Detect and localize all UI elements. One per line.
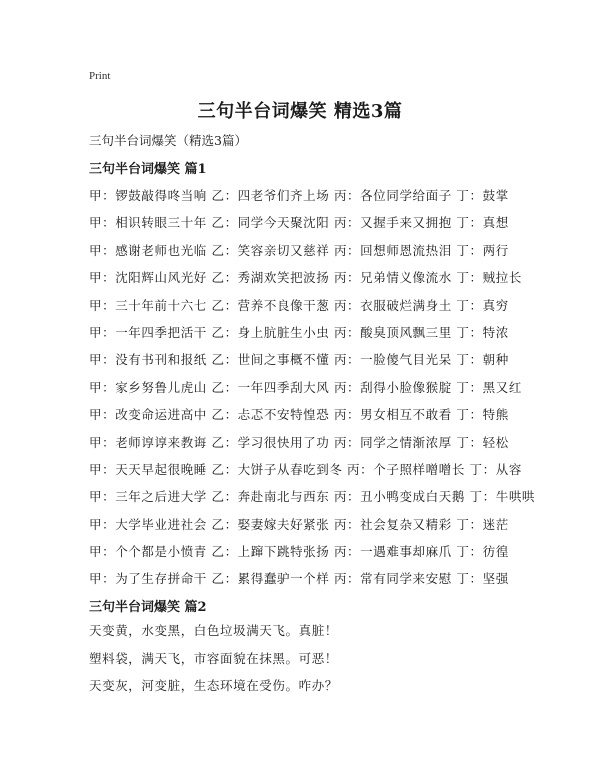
verse-line: 天变灰，河变脏，生态环境在受伤。咋办？ [89, 678, 338, 693]
document-subtitle: 三句半台词爆笑（精选3篇） [89, 133, 247, 148]
section-heading-2: 三句半台词爆笑 篇2 [89, 600, 207, 615]
dialogue-line: 甲：三十年前十六七 乙：营养不良像干葱 丙：衣服破烂满身土 丁：真穷 [89, 297, 509, 313]
dialogue-line: 甲：一年四季把活干 乙：身上肮脏生小虫 丙：酸臭顶风飘三里 丁：特浓 [89, 324, 509, 340]
verse-line: 天变黄，水变黑，白色垃圾满天飞。真脏！ [89, 623, 338, 638]
print-label: Print [89, 70, 111, 82]
dialogue-line: 甲：为了生存拼命干 乙：累得蠢驴一个样 丙：常有同学来安慰 丁：坚强 [89, 571, 509, 587]
verse-line: 塑料袋，满天飞，市容面貌在抹黑。可恶！ [89, 650, 338, 666]
dialogue-line: 甲：老师谆谆来教诲 乙：学习很快用了功 丙：同学之情渐浓厚 丁：轻松 [89, 434, 509, 450]
page-title: 三句半台词爆笑 精选3篇 [197, 101, 403, 122]
dialogue-line: 甲：没有书刊和报纸 乙：世间之事概不懂 丙：一脸傻气目光呆 丁：朝种 [89, 352, 509, 368]
dialogue-line: 甲：相识转眼三十年 乙：同学今天聚沈阳 丙：又握手来又拥抱 丁：真想 [89, 215, 509, 231]
dialogue-line: 甲：锣鼓敲得咚当响 乙：四老爷们齐上场 丙：各位同学给面子 丁：鼓掌 [89, 188, 509, 203]
dialogue-line: 甲：沈阳辉山风光好 乙：秀湖欢笑把波扬 丙：兄弟情义像流水 丁：贼拉长 [89, 270, 522, 286]
verse-list [89, 617, 338, 700]
dialogue-line: 甲：家乡努鲁儿虎山 乙：一年四季刮大风 丙：刮得小脸像猴腚 丁：黑又红 [89, 379, 522, 395]
dialogue-line: 甲：改变命运进高中 乙：忐忑不安特惶恐 丙：男女相互不敢看 丁：特熊 [89, 407, 509, 423]
dialogue-line: 甲：天天早起很晚睡 乙：大饼子从春吃到冬 丙：个子照样噌噌长 丁：从容 [89, 461, 522, 477]
section-heading-1: 三句半台词爆笑 篇1 [89, 162, 207, 177]
dialogue-line: 甲：感谢老师也光临 乙：笑容亲切又慈祥 丙：回想师恩流热泪 丁：两行 [89, 242, 509, 258]
dialogue-list [89, 182, 535, 593]
dialogue-line: 甲：个个都是小愤青 乙：上蹿下跳特张扬 丙：一遇难事却麻爪 丁：彷徨 [89, 544, 509, 560]
dialogue-line: 甲：大学毕业进社会 乙：娶妻嫁夫好紧张 丙：社会复杂又精彩 丁：迷茫 [89, 516, 509, 532]
dialogue-line: 甲：三年之后进大学 乙：奔赴南北与西东 丙：丑小鸭变成白天鹅 丁：牛哄哄 [89, 489, 536, 505]
